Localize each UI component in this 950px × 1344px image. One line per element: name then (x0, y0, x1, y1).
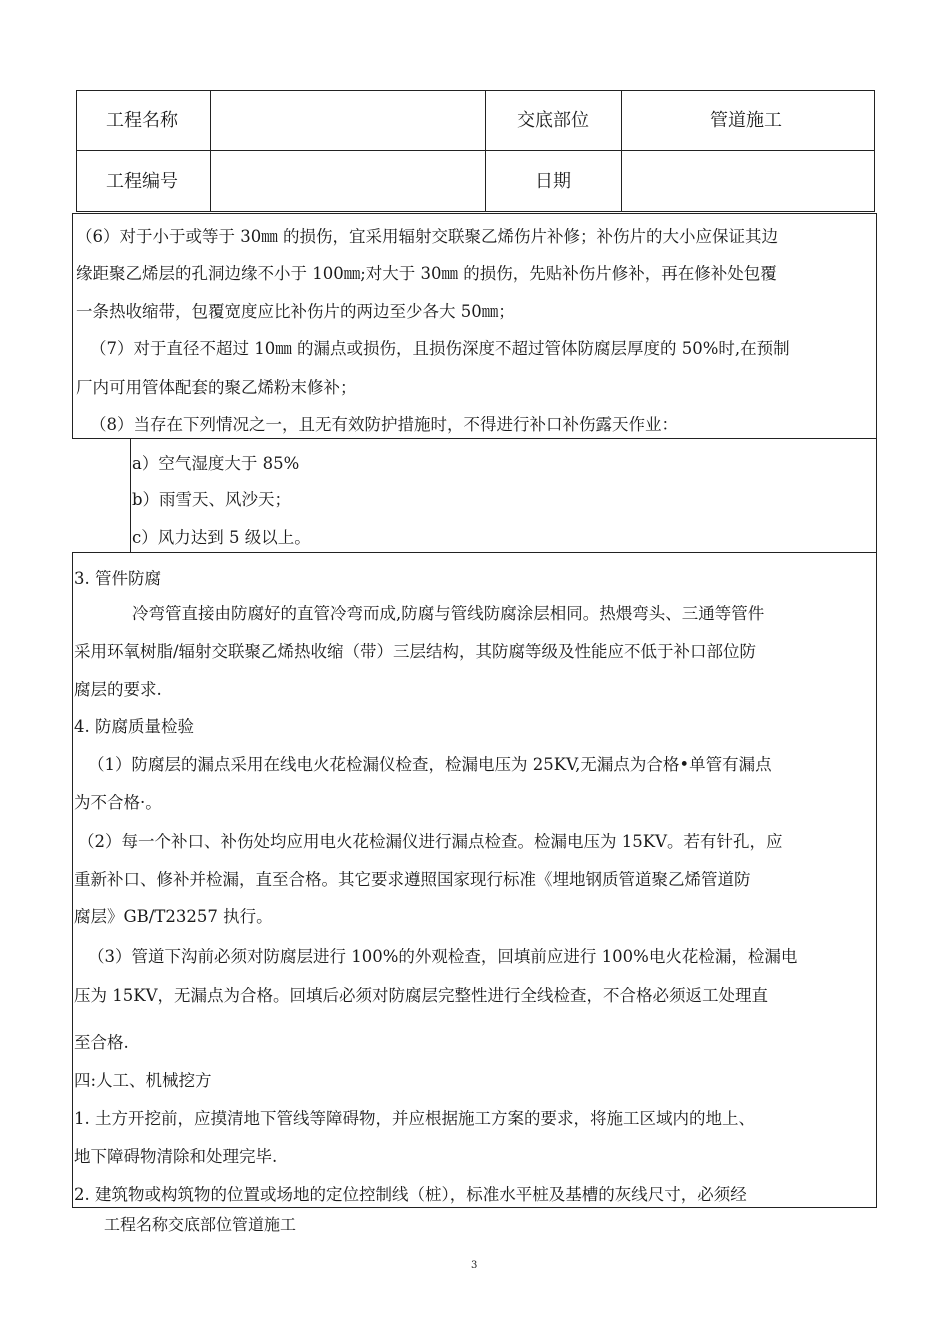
repair-box-right-border (876, 213, 877, 553)
repair-box-left-border (72, 213, 73, 439)
repair-line-7a: （7）对于直径不超过 10㎜ 的漏点或损伤，且损伤深度不超过管体防腐层厚度的 50%时,在预制 (90, 339, 790, 358)
section-3-para-line-1: 冷弯管直接由防腐好的直管冷弯而成,防腐与管线防腐涂层相同。热煨弯头、三通等管件 (132, 604, 765, 623)
main-box-top-border (72, 552, 877, 553)
repair-box-top-border (72, 213, 877, 214)
section-iv-item-1-line-2: 地下障碍物清除和处理完毕. (74, 1147, 278, 1166)
main-box-right-border (876, 552, 877, 1208)
header-table-left-border (76, 90, 77, 212)
sublist-left-border (130, 438, 131, 553)
header-table-divider-1 (210, 90, 211, 212)
repair-line-6a: （6）对于小于或等于 30㎜ 的损伤，宜采用辐射交联聚乙烯伤片补修；补伤片的大小应保证其边 (76, 227, 778, 246)
section-3-title: 3. 管件防腐 (74, 569, 161, 588)
section-4-item-1-line-2: 为不合格·。 (74, 793, 162, 812)
header-table-mid-border (76, 150, 875, 151)
section-3-para-line-2: 采用环氧树脂/辐射交联聚乙烯热收缩（带）三层结构，其防腐等级及性能应不低于补口部位防 (74, 642, 757, 661)
section-4-item-3-line-1: （3）管道下沟前必须对防腐层进行 100%的外观检查，回填前应进行 100%电火花检漏，检漏电 (88, 947, 798, 966)
section-4-item-2-line-2: 重新补口、修补并检漏，直至合格。其它要求遵照国家现行标准《埋地钢质管道聚乙烯管道防 (74, 870, 751, 889)
main-box-left-border (72, 552, 73, 1208)
sublist-item-b: b）雨雪天、风沙天； (132, 490, 292, 509)
sublist-item-a: a）空气湿度大于 85% (132, 454, 300, 473)
date-label: 日期 (535, 171, 571, 192)
repair-line-6c: 一条热收缩带，包覆宽度应比补伤片的两边至少各大 50㎜； (76, 302, 515, 321)
repair-box-bottom-border (72, 438, 877, 439)
repair-line-7b: 厂内可用管体配套的聚乙烯粉末修补； (76, 378, 357, 397)
section-iv-item-1-line-1: 1. 土方开挖前，应摸清地下管线等障碍物，并应根据施工方案的要求，将施工区域内的地上、 (74, 1109, 755, 1128)
section-iv-item-2-line-1: 2. 建筑物或构筑物的位置或场地的定位控制线（桩），标准水平桩及基槽的灰线尺寸，必须经 (74, 1185, 747, 1204)
header-table-bottom-border (76, 211, 875, 212)
handover-part-label: 交底部位 (517, 110, 589, 131)
project-name-label: 工程名称 (106, 110, 178, 131)
project-no-label: 工程编号 (106, 171, 178, 192)
page-number: 3 (471, 1260, 478, 1271)
header-table-right-border (874, 90, 875, 212)
handover-part-value: 管道施工 (710, 110, 782, 131)
repair-line-6b: 缘距聚乙烯层的孔洞边缘不小于 100㎜;对大于 30㎜ 的损伤，先贴补伤片修补，再在修补处包覆 (76, 264, 777, 283)
section-iv-title: 四:人工、机械挖方 (74, 1071, 212, 1090)
section-3-para-line-3: 腐层的要求. (74, 680, 162, 699)
section-4-item-2-line-3: 腐层》GB/T23257 执行。 (74, 907, 273, 926)
section-4-item-3-line-3: 至合格. (74, 1033, 129, 1052)
main-box-bottom-border (72, 1207, 877, 1208)
section-4-item-1-line-1: （1）防腐层的漏点采用在线电火花检漏仪检查，检漏电压为 25KV,无漏点为合格•单管有漏点 (88, 755, 772, 774)
header-table-divider-2 (485, 90, 486, 212)
section-4-title: 4. 防腐质量检验 (74, 717, 194, 736)
header-table-divider-3 (621, 90, 622, 212)
section-4-item-3-line-2: 压为 15KV，无漏点为合格。回填后必须对防腐层完整性进行全线检查，不合格必须返工处理直 (74, 986, 768, 1005)
header-table-top-border (76, 90, 875, 91)
section-4-item-2-line-1: （2）每一个补口、补伤处均应用电火花检漏仪进行漏点检查。检漏电压为 15KV。若有针孔，应 (78, 832, 783, 851)
sublist-item-c: c）风力达到 5 级以上。 (132, 528, 311, 547)
repair-line-8: （8）当存在下列情况之一，且无有效防护措施时，不得进行补口补伤露天作业： (90, 415, 678, 434)
footer-text: 工程名称交底部位管道施工 (104, 1215, 297, 1234)
